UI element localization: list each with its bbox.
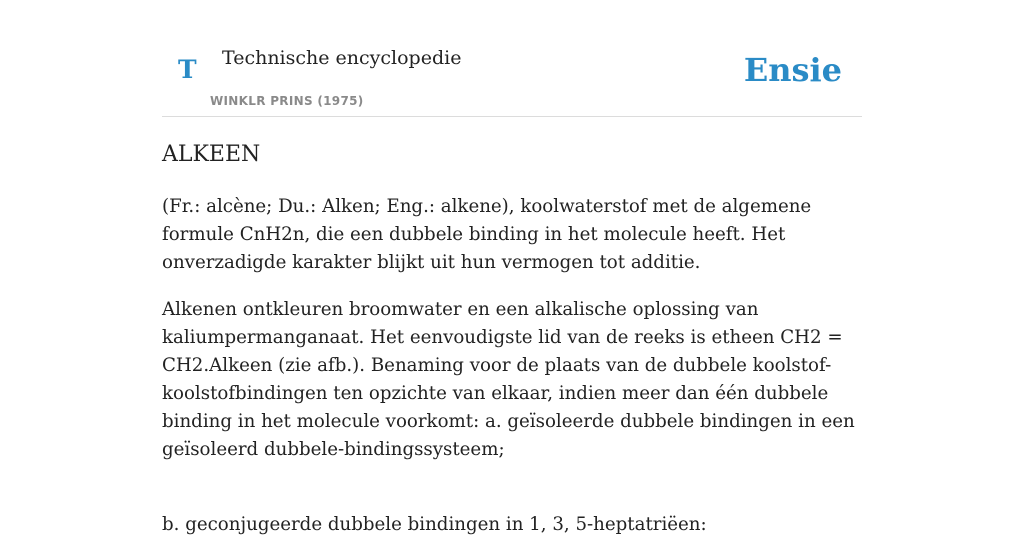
book-title-link[interactable]: Technische encyclopedie xyxy=(222,47,462,69)
book-source-label: WINKLR PRINS (1975) xyxy=(210,94,364,108)
article-page xyxy=(162,0,862,535)
entry-title: ALKEEN xyxy=(162,142,261,167)
entry-paragraph: (Fr.: alcène; Du.: Alken; Eng.: alkene), koolwaterstof met de algemene formule CnH2n, die een dubbele binding in het molecule heeft. Het onverzadigde karakter blijkt uit hun vermogen tot additie. xyxy=(162,196,812,273)
page-header xyxy=(162,0,862,117)
book-logo-icon[interactable]: T xyxy=(178,55,197,84)
entry-paragraph: b. geconjugeerde dubbele bindingen in 1, 3, 5-heptatriëen: xyxy=(162,514,707,535)
entry-content xyxy=(162,193,862,558)
entry-paragraph: Alkenen ontkleuren broomwater en een alkalische oplossing van kaliumpermanganaat. Het eenvoudigste lid van de reeks is etheen CH2 = CH2.Alkeen (zie afb.). Benaming voor de plaats van de dubbele koolstof-koolstofbindingen ten opzichte van elkaar, indien meer dan één dubbele binding in het molecule voorkomt: a. geïsoleerde dubbele bindingen in een geïsoleerd dubbele-bindingssysteem; xyxy=(162,299,855,460)
ensie-logo-link[interactable]: Ensie xyxy=(743,51,842,89)
